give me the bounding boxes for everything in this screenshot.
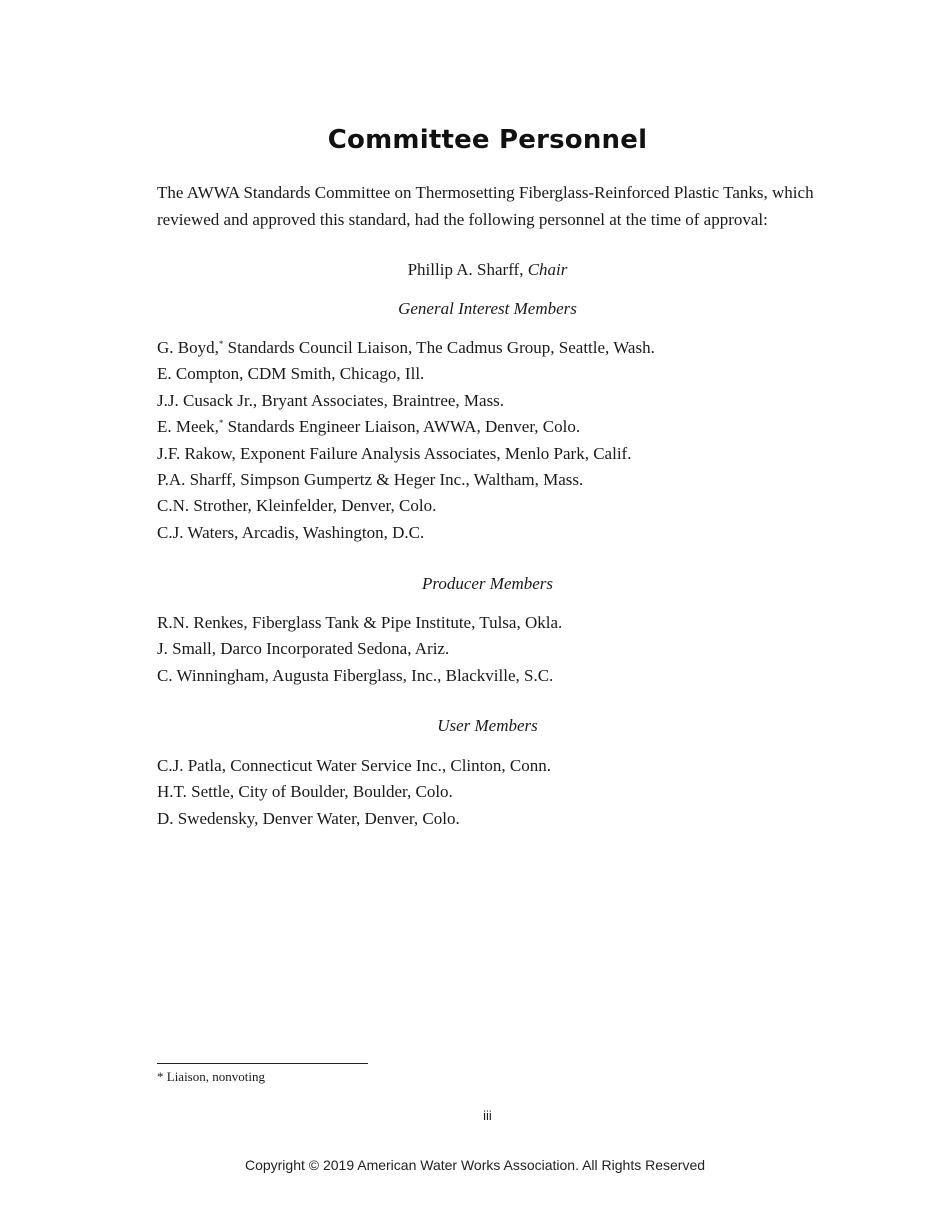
footnote-marker: * xyxy=(218,339,224,349)
footnote-marker: * xyxy=(218,418,224,429)
member-entry: R.N. Renkes, Fiberglass Tank & Pipe Institute, Tulsa, Okla. xyxy=(157,613,563,632)
chair-role: Chair xyxy=(527,260,568,279)
user-members-heading: User Members xyxy=(437,716,538,735)
member-entry: P.A. Sharff, Simpson Gumpertz & Heger Inc., Waltham, Mass. xyxy=(157,470,584,490)
member-entry: C.J. Waters, Arcadis, Washington, D.C. xyxy=(157,522,425,542)
page-title: Committee Personnel xyxy=(327,125,648,155)
footnote: * Liaison, nonvoting xyxy=(157,1069,265,1084)
member-entry: H.T. Settle, City of Boulder, Boulder, Colo. xyxy=(157,782,453,802)
general-interest-member-list xyxy=(157,335,655,546)
member-entry: J.F. Rakow, Exponent Failure Analysis Associates, Menlo Park, Calif. xyxy=(157,443,632,463)
intro-paragraph: The AWWA Standards Committee on Thermosetting Fiberglass-Reinforced Plastic Tanks, which reviewed and approved this standard, had the following personnel at the time of approval: xyxy=(157,183,814,229)
page-number: iii xyxy=(483,1108,492,1123)
member-entry: C.J. Patla, Connecticut Water Service Inc., Clinton, Conn. xyxy=(157,756,551,775)
footnote-divider xyxy=(157,1063,368,1064)
member-entry: C. Winningham, Augusta Fiberglass, Inc., Blackville, S.C. xyxy=(157,665,554,685)
member-entry: J. Small, Darco Incorporated Sedona, Ariz. xyxy=(157,639,450,659)
member-entry: J.J. Cusack Jr., Bryant Associates, Braintree, Mass. xyxy=(157,390,505,410)
committee-chair xyxy=(0,260,950,280)
member-entry: E. Meek,* Standards Engineer Liaison, AWWA, Denver, Colo. xyxy=(157,417,581,437)
chair-name: Phillip A. Sharff, xyxy=(407,260,524,279)
member-entry: E. Compton, CDM Smith, Chicago, Ill. xyxy=(157,364,425,384)
user-member-list xyxy=(157,753,551,832)
member-entry: D. Swedensky, Denver Water, Denver, Colo. xyxy=(157,808,460,828)
producer-member-list xyxy=(157,610,562,689)
producer-members-heading: Producer Members xyxy=(421,574,554,593)
member-entry: G. Boyd,* Standards Council Liaison, The Cadmus Group, Seattle, Wash. xyxy=(157,338,655,357)
copyright-notice: Copyright © 2019 American Water Works Association. All Rights Reserved xyxy=(244,1157,706,1173)
general-interest-heading: General Interest Members xyxy=(398,299,577,318)
member-entry: C.N. Strother, Kleinfelder, Denver, Colo. xyxy=(157,496,437,516)
